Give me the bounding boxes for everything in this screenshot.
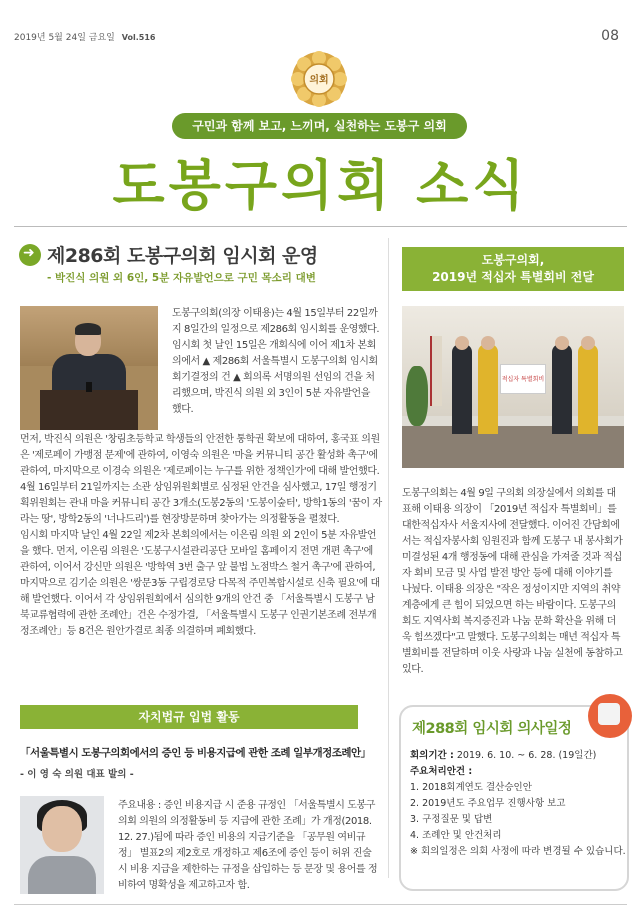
section-bar-legislation: 자치법규 입법 활동 bbox=[20, 705, 358, 729]
agenda-item: 1. 2018회계연도 결산승인안 bbox=[410, 782, 532, 793]
lead-article-text bbox=[172, 306, 382, 418]
schedule-title: 제288회 임시회 의사일정 bbox=[412, 721, 572, 737]
period-label: 회의기간 : bbox=[410, 750, 454, 761]
lead-paragraph-4: 임시회 마지막 날인 4월 22일 제2차 본회의에서는 이은림 의원 외 2인이 5분 자유발언을 했다. 먼저, 이은림 의원은 '도봉구시설관리공단 모바일 홈페이지 전면 개편 촉구'에 관하여, 이어서 강신만 의원은 '방학역 3번 출구 앞 불법 노점박스 철거 촉구'에 관하여, 마지막으로 김기순 의원은 '쌍문3동 구립경로당 다목적 주민복합시설로 신축 필요'에 대해 발언했다. 이어서 각 상임위원회에서 심의한 9개의 안건 중 「서울특별시 도봉구 남북교류협력에 관한 조례안」건은 수정가결, 「서울특별시 도봉구 인권기본조례 전부개정조례안」등 8건은 원안가결로 최종 의결하며 폐회했다. bbox=[20, 530, 380, 637]
tagline: 구민과 함께 보고, 느끼며, 실천하는 도봉구 의회 bbox=[172, 113, 467, 139]
bottom-divider bbox=[14, 904, 627, 905]
red-cross-bar-line2: 2019년 적십자 특별회비 전달 bbox=[432, 270, 594, 284]
emblem-text: 의회 bbox=[309, 75, 329, 86]
lead-paragraph-3: 4월 16일부터 21일까지는 소관 상임위원회별로 심정된 안건을 심사했고, 17일 행정기획위원회는 관내 마을 커뮤니티 공간 3개소(도봉2동의 '도봉이숲터', 방학1동의 '꿈이 자라는 땅', 방학2동의 '너나드리')를 현장방문하며 찾아가는 의정활동을 펼쳤다. bbox=[20, 482, 382, 525]
agenda-item: 4. 조례안 및 안건처리 bbox=[410, 830, 502, 841]
red-cross-article-text: 도봉구의회는 4월 9일 구의회 의장실에서 의회를 대표해 이태용 의장이 「2019년 적십자 특별회비」를 대한적십자사 서울지사에 전달했다. 이어진 간담회에서는 적십자봉사회 임원진과 함께 도봉구 내 봉사회가 미결성된 4개 행정동에 대해 관심을 가져줄 것과 적십자 회비 모금 및 사업 발전 방안 등에 대해 이야기를 나눴다. 이태용 의장은 "작은 정성이지만 지역의 취약 계층에게 큰 힘이 되었으면 하는 바람이다. 도봉구의회도 지역사회 복지증진과 나눔 문화 확산을 위해 더욱 힘쓰겠다"고 말했다. 도봉구의회는 매년 적십자 특별회비를 전달하며 이웃 사랑과 나눔 실천에 동참하고 있다. bbox=[402, 488, 623, 675]
schedule-body bbox=[410, 748, 626, 860]
lead-article-title: 제286회 도봉구의회 임시회 운영 bbox=[47, 245, 318, 267]
agenda-item: 2. 2019년도 주요업무 진행사항 보고 bbox=[410, 798, 566, 809]
issue-date-line bbox=[14, 30, 155, 43]
bill-proposer: - 이 영 숙 의원 대표 발의 - bbox=[20, 769, 134, 780]
section-bar-red-cross bbox=[402, 247, 624, 291]
agenda-label: 주요처리안건 : bbox=[410, 766, 473, 777]
lead-paragraph-2: 먼저, 박진식 의원은 '창림초등학교 학생들의 안전한 통학권 확보에 대하여, 홍국표 의원은 '제로페이 가맹점 문제'에 관하여, 이영숙 의원은 '마을 커뮤니티 공간 활성화 촉구'에 관하여, 마지막으로 이경숙 의원은 '제로페이는 누구를 위한 정책인가'에 대해 발언했다. bbox=[20, 434, 380, 477]
schedule-note: ※ 회의일정은 의회 사정에 따라 변경될 수 있습니다. bbox=[410, 846, 626, 857]
bill-title: 「서울특별시 도봉구의회에서의 증인 등 비용지급에 관한 조례 일부개정조례안」 bbox=[20, 747, 371, 759]
top-divider bbox=[14, 226, 627, 227]
council-emblem-icon bbox=[290, 50, 348, 108]
period-value: 2019. 6. 10. ~ 6. 28. (19일간) bbox=[456, 750, 597, 761]
donation-board bbox=[500, 364, 546, 394]
arrow-right-icon bbox=[19, 244, 41, 266]
column-divider bbox=[388, 238, 389, 878]
masthead-title: 도봉구의회 소식 bbox=[112, 154, 529, 217]
lead-paragraph-1: 도봉구의회(의장 이태용)는 4월 15일부터 22일까지 8일간의 일정으로 제286회 임시회를 운영했다. 임시회 첫 날인 15일은 개회식에 이어 제1차 본회의에서 ▲ 제286회 서울특별시 도봉구의회 임시회 회기결정의 건 ▲ 회의록 서명의원 선임의 건을 처리했으며, 박진식 의원 외 3인이 5분 자유발언을 했다. bbox=[172, 308, 380, 415]
donation-board-text: 적십자 특별회비 bbox=[501, 376, 545, 383]
agenda-item: 3. 구정질문 및 답변 bbox=[410, 814, 493, 825]
issue-date: 2019년 5월 24일 금요일 bbox=[14, 33, 115, 43]
red-cross-bar-line1: 도봉구의회, bbox=[481, 253, 545, 267]
schedule-period bbox=[410, 748, 626, 764]
page-number: 08 bbox=[601, 28, 619, 44]
issue-volume: Vol.516 bbox=[121, 33, 156, 42]
councilor-portrait-photo bbox=[20, 796, 104, 894]
bill-content: 주요내용 : 증인 비용지급 시 준용 규정인 「서울특별시 도봉구의회 의원의 의정활동비 등 지급에 관한 조례」가 개정(2018. 12. 27.)됨에 따라 증인 비용의 지급기준을 「공무원 여비규정」 별표2의 제2호로 개정하고 제6조에 증인 등이 허위 진술 시 비용 지급을 제한하는 규정을 삽입하는 등 문장 및 용어를 정비하여 명확성을 제고하고자 함. bbox=[118, 800, 378, 891]
lead-article-subtitle: - 박진식 의원 외 6인, 5분 자유발언으로 구민 목소리 대변 bbox=[47, 272, 316, 284]
gavel-icon bbox=[588, 694, 632, 738]
lead-article-text-cont bbox=[20, 432, 382, 640]
donation-group-photo bbox=[402, 306, 624, 468]
speaker-podium-photo bbox=[20, 306, 158, 430]
